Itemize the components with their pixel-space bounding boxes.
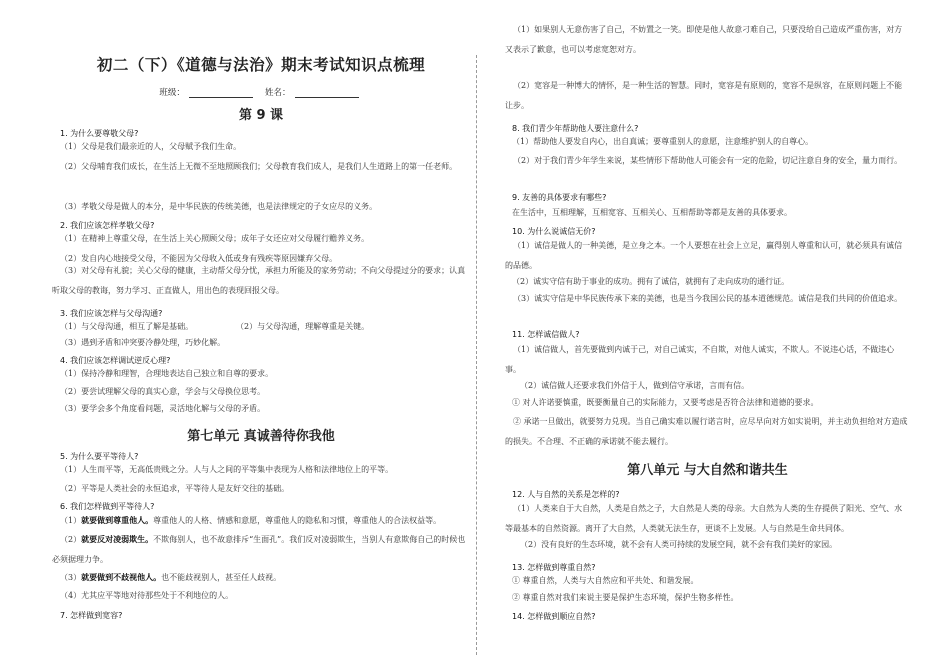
lesson-9-heading: 第 9 课 (238, 108, 284, 123)
answer-9: 在生活中，互相理解，互相宽容、互相关心、互相帮助等都是友善的具体要求。 (512, 208, 792, 217)
class-label: 班级： (159, 88, 185, 98)
answer-4-3: （3）要学会多个角度看问题，灵活地化解与父母的矛盾。 (60, 404, 266, 413)
answer-6-4: （4）尤其应平等地对待那些处于不利地位的人。 (60, 591, 234, 600)
answer-5-1: （1）人生而平等，无高低贵贱之分。人与人之间的平等集中表现为人格和法律地位上的平等。 (60, 465, 394, 474)
answer-2-3: （3）对父母有礼貌；关心父母的健康，主动帮父母分忧，承担力所能及的家务劳动；不向父母提过分的要求；认真听取父母的教诲，努力学习、正直做人，用出色的表现回报父母。 (52, 266, 466, 295)
answer-6-2: （2）就要反对凌弱欺生。不欺侮别人，也不故意排斥“生面孔”。我们反对凌弱欺生，当别人有意欺侮自己的时候也必须据理力争。 (52, 534, 466, 564)
answer-11-4: ② 承诺一旦做出，就要努力兑现。当自己确实难以履行诺言时，应尽早向对方如实说明，并主动负担给对方造成的损失。不合理、不正确的承诺就不能去履行。 (505, 417, 908, 446)
answer-1-2: （2）父母哺育我们成长，在生活上无微不至地照顾我们；父母教育我们成人，是我们人生道路上的第一任老师。 (60, 162, 458, 171)
answer-6-3: （3）就要做到不歧视他人。也不能歧视别人，甚至任人歧视。 (60, 572, 282, 582)
class-blank[interactable] (189, 88, 253, 98)
answer-8-1: （1）帮助他人要发自内心，出自真诚；要尊重别人的意愿，注意维护别人的自尊心。 (512, 137, 814, 146)
answer-5-2: （2）平等是人类社会的永恒追求，平等待人是友好交往的基础。 (60, 484, 290, 493)
answer-4-1: （1）保持冷静和理智，合理地表达自己独立和自尊的要求。 (60, 369, 274, 378)
student-info (52, 86, 470, 98)
answer-1-3: （3）孝敬父母是做人的本分，是中华民族的传统美德，也是法律规定的子女应尽的义务。 (60, 202, 378, 211)
unit-7-heading: 第七单元 真诚善待你我他 (187, 429, 335, 444)
question-9: 9. 友善的具体要求有哪些? (512, 193, 607, 202)
answer-3-1: （1）与父母沟通，相互了解是基础。 (60, 322, 194, 331)
answer-12-2: （2）没有良好的生态环境，就不会有人类可持续的发展空间，就不会有我们美好的家园。 (520, 540, 838, 549)
question-12: 12. 人与自然的关系是怎样的? (512, 490, 620, 499)
answer-10-3: （3）诚实守信是中华民族传承下来的美德，也是当今我国公民的基本道德规范。诚信是我们共同的价值追求。 (513, 294, 903, 303)
question-1: 1. 为什么要尊敬父母? (60, 129, 139, 138)
answer-6-1: （1）就要做到尊重他人。尊重他人的人格、情感和意愿，尊重他人的隐私和习惯，尊重他人的合法权益等。 (60, 515, 442, 525)
answer-1-1: （1）父母是我们最亲近的人，父母赋予我们生命。 (60, 142, 242, 151)
answer-11-1: （1）诚信做人，首先要做到内诚于己，对自己诚实，不自欺，对他人诚实，不欺人。不说违心话，不做违心事。 (505, 345, 895, 374)
answer-3-3: （3）遇到矛盾和冲突要冷静处理，巧妙化解。 (60, 338, 226, 347)
answer-10-2: （2）诚实守信有助于事业的成功。拥有了诚信，就拥有了走向成功的通行证。 (512, 277, 790, 286)
unit-8-heading: 第八单元 与大自然和谐共生 (627, 463, 788, 478)
question-13: 13. 怎样做到尊重自然? (512, 563, 596, 572)
answer-11-3: ① 对人许诺要慎重，既要衡量自己的实际能力，又要考虑是否符合法律和道德的要求。 (512, 398, 819, 407)
question-4: 4. 我们应该怎样调试逆反心理? (60, 356, 171, 365)
question-6: 6. 我们怎样做到平等待人? (60, 502, 155, 511)
answer-2-2: （2）发自内心地接受父母，不能因为父母收入低或身有残疾等原因嫌弃父母。 (60, 254, 338, 263)
page-title: 初二（下）《道德与法治》期末考试知识点梳理 (96, 56, 426, 74)
question-2: 2. 我们应该怎样孝敬父母? (60, 221, 155, 230)
question-7: 7. 怎样做到宽容? (60, 611, 123, 620)
answer-4-2: （2）要尝试理解父母的真实心意，学会与父母换位思考。 (60, 387, 266, 396)
question-5: 5. 为什么要平等待人? (60, 452, 139, 461)
column-divider (476, 55, 477, 655)
name-label: 姓名： (265, 88, 291, 98)
answer-8-2: （2）对于我们青少年学生来说，某些情形下帮助他人可能会有一定的危险，切记注意自身的安全，量力而行。 (513, 156, 903, 165)
answer-3-2: （2）与父母沟通，理解尊重是关键。 (236, 322, 370, 331)
answer-7-1: （1）如果别人无意伤害了自己，不妨置之一笑。即使是他人故意刁难自己，只要没给自己造成严重伤害，对方又表示了歉意，也可以考虑宽恕对方。 (505, 25, 903, 54)
question-11: 11. 怎样诚信做人? (512, 330, 580, 339)
answer-2-1: （1）在精神上尊重父母，在生活上关心照顾父母；成年子女还应对父母履行赡养义务。 (60, 234, 370, 243)
question-3: 3. 我们应该怎样与父母沟通? (60, 309, 163, 318)
answer-13-1: ① 尊重自然，人类与大自然应和平共处、和谐发展。 (512, 576, 699, 585)
question-14: 14. 怎样做到顺应自然? (512, 612, 596, 621)
answer-13-2: ② 尊重自然对我们来说主要是保护生态环境，保护生物多样性。 (512, 593, 739, 602)
question-10: 10. 为什么说诚信无价? (512, 227, 596, 236)
answer-12-1: （1）人类来自于大自然，人类是自然之子，大自然是人类的母亲。大自然为人类的生存提供了阳光、空气、水等最基本的自然资源。离开了大自然，人类就无法生存，更谈不上发展。人与自然是生命共同体。 (505, 504, 903, 533)
name-blank[interactable] (295, 88, 359, 98)
question-8: 8. 我们青少年帮助他人要注意什么? (512, 124, 639, 133)
answer-10-1: （1）诚信是做人的一种美德，是立身之本。一个人要想在社会上立足，赢得别人尊重和认可，就必须具有诚信的品德。 (505, 241, 903, 270)
answer-7-2: （2）宽容是一种博大的情怀，是一种生活的智慧。同时，宽容是有原则的，宽容不是纵容，在原则问题上不能让步。 (505, 81, 903, 110)
answer-11-2: （2）诚信做人还要求我们外信于人，做到信守承诺，言而有信。 (520, 381, 750, 390)
